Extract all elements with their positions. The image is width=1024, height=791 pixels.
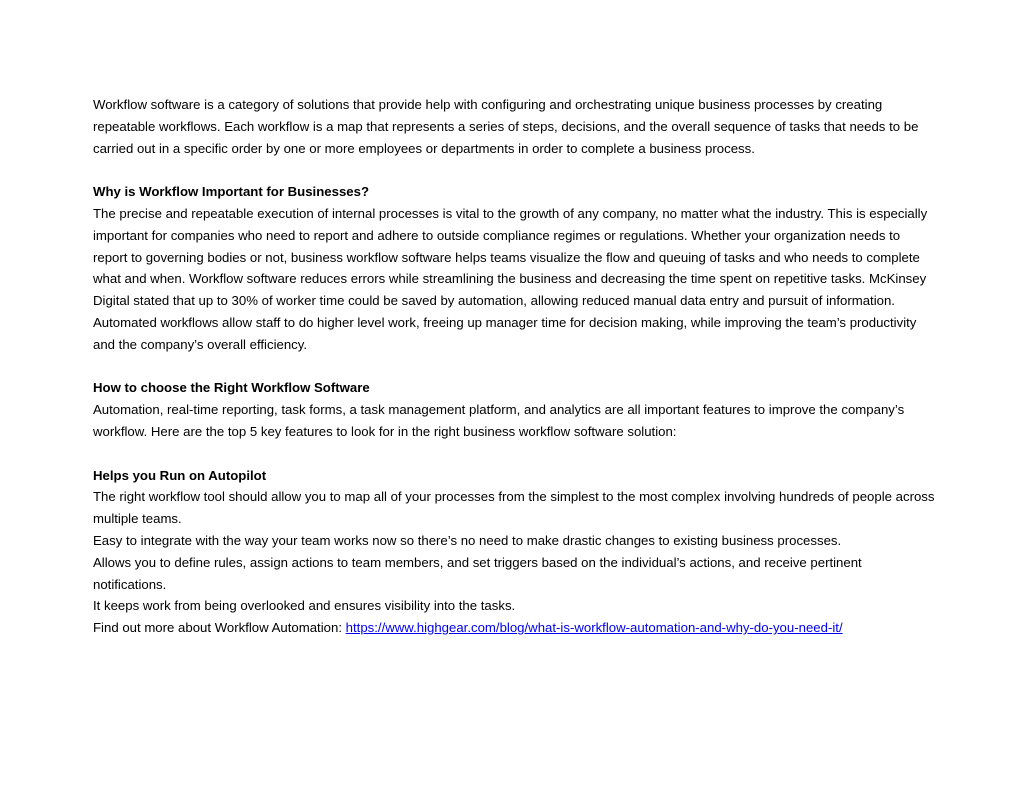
document-page bbox=[93, 94, 938, 639]
spacer bbox=[93, 443, 938, 465]
autopilot-line: Easy to integrate with the way your team works now so there’s no need to make drastic changes to existing business processes. bbox=[93, 532, 842, 548]
section-heading-why-workflow: Why is Workflow Important for Businesses? bbox=[93, 184, 369, 200]
section-heading-choose-software: How to choose the Right Workflow Software bbox=[93, 380, 370, 396]
spacer bbox=[93, 356, 938, 378]
autopilot-line: It keeps work from being overlooked and ensures visibility into the tasks. bbox=[93, 598, 516, 614]
section-heading-autopilot: Helps you Run on Autopilot bbox=[93, 467, 267, 483]
spacer bbox=[93, 159, 938, 181]
section-body-choose-software: Automation, real-time reporting, task forms, a task management platform, and analytics are all important features to improve the company’s workflow. Here are the top 5 key features to look for in the right business workflow software solution: bbox=[93, 402, 905, 439]
autopilot-line: The right workflow tool should allow you to map all of your processes from the simplest to the most complex involving hundreds of people across multiple teams. bbox=[93, 489, 935, 527]
intro-paragraph: Workflow software is a category of solutions that provide help with configuring and orchestrating unique business processes by creating repeatable workflows. Each workflow is a map that represents a series of steps, decisions, and the overall sequence of tasks that needs to be carried out in a specific order by one or more employees or departments in order to complete a business process. bbox=[93, 97, 919, 156]
workflow-automation-link[interactable]: https://www.highgear.com/blog/what-is-workflow-automation-and-why-do-you-need-it/ bbox=[345, 620, 843, 636]
link-prefix: Find out more about Workflow Automation: bbox=[93, 620, 346, 636]
find-out-more-line bbox=[93, 617, 938, 639]
autopilot-line: Allows you to define rules, assign actions to team members, and set triggers based on the individual’s actions, and receive pertinent notifications. bbox=[93, 554, 862, 592]
section-body-why-workflow: The precise and repeatable execution of internal processes is vital to the growth of any company, no matter what the industry. This is especially important for companies who need to report and adhere to outside compliance regimes or regulations. Whether your organization needs to report to governing bodies or not, business workflow software helps teams visualize the flow and queuing of tasks and who needs to complete what and when. Workflow software reduces errors while streamlining the business and decreasing the time spent on repetitive tasks. McKinsey Digital stated that up to 30% of worker time could be saved by automation, allowing reduced manual data entry and pursuit of information. Automated workflows allow staff to do higher level work, freeing up manager time for decision making, while improving the team’s productivity and the company’s overall efficiency. bbox=[93, 205, 928, 352]
